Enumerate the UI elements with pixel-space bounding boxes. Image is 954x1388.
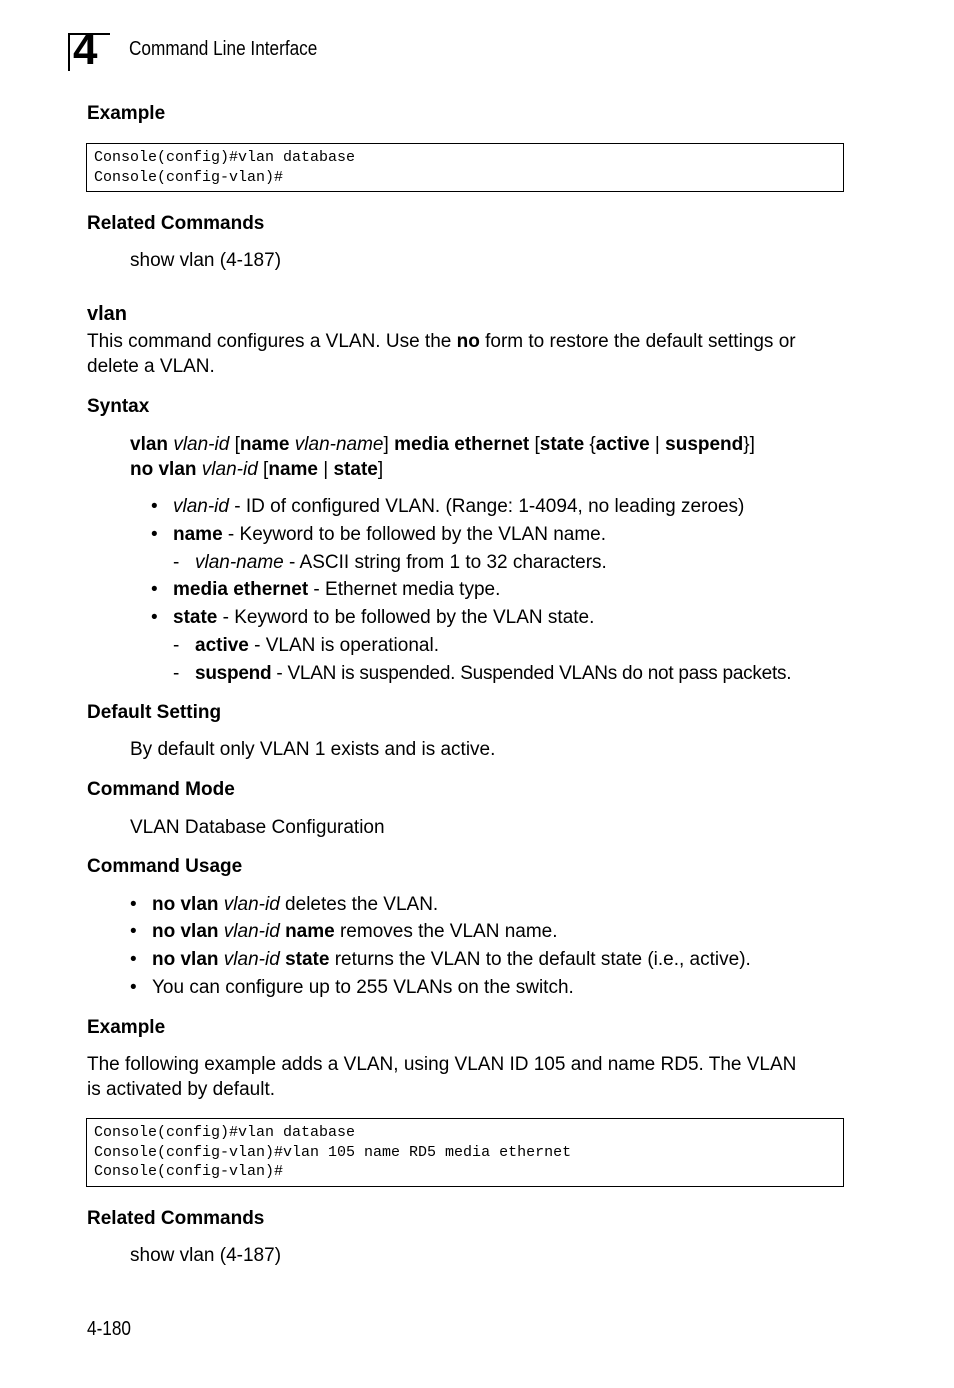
bullet-icon: • <box>151 607 158 628</box>
related-command-item: show vlan (4-187) <box>130 250 282 271</box>
dash-icon: - <box>173 663 180 684</box>
bullet-icon: • <box>130 921 137 942</box>
bullet-icon: • <box>151 496 158 517</box>
syntax-param-vlan-id: vlan-id - ID of configured VLAN. (Range: 1-4094, no leading zeroes) <box>173 496 745 517</box>
command-mode-text: VLAN Database Configuration <box>130 817 385 838</box>
syntax-line2: no vlan vlan-id [name | state] <box>130 459 384 480</box>
command-description-line1: This command configures a VLAN. Use the no form to restore the default settings or <box>87 331 796 352</box>
syntax-heading: Syntax <box>87 396 150 417</box>
command-description-line2: delete a VLAN. <box>87 356 215 377</box>
page-number: 4-180 <box>87 1318 131 1340</box>
syntax-param-name: name - Keyword to be followed by the VLAN name. <box>173 524 607 545</box>
bullet-icon: • <box>151 524 158 545</box>
bullet-icon: • <box>130 894 137 915</box>
chapter-title: Command Line Interface <box>129 38 318 60</box>
usage-item: no vlan vlan-id state returns the VLAN to the default state (i.e., active). <box>152 949 751 970</box>
example-heading: Example <box>87 1017 166 1038</box>
chapter-number-box <box>68 25 110 74</box>
syntax-param-suspend: suspend - VLAN is suspended. Suspended VLANs do not pass packets. <box>195 663 792 684</box>
example-heading: Example <box>87 103 166 124</box>
bullet-icon: • <box>130 949 137 970</box>
usage-item: You can configure up to 255 VLANs on the switch. <box>152 977 574 998</box>
syntax-line1: vlan vlan-id [name vlan-name] media ethernet [state {active | suspend}] <box>130 434 755 455</box>
syntax-param-active: active - VLAN is operational. <box>195 635 439 656</box>
usage-item: no vlan vlan-id name removes the VLAN name. <box>152 921 558 942</box>
command-mode-heading: Command Mode <box>87 779 235 800</box>
related-commands-heading: Related Commands <box>87 1208 265 1229</box>
related-commands-heading: Related Commands <box>87 213 265 234</box>
usage-item: no vlan vlan-id deletes the VLAN. <box>152 894 439 915</box>
syntax-param-media-ethernet: media ethernet - Ethernet media type. <box>173 579 501 600</box>
example-description-line2: is activated by default. <box>87 1079 275 1100</box>
command-heading: vlan <box>87 303 128 325</box>
bullet-icon: • <box>151 579 158 600</box>
dash-icon: - <box>173 552 180 573</box>
example-description-line1: The following example adds a VLAN, using VLAN ID 105 and name RD5. The VLAN <box>87 1054 797 1075</box>
bullet-icon: • <box>130 977 137 998</box>
chapter-number: 4 <box>73 25 98 74</box>
related-command-item: show vlan (4-187) <box>130 1245 282 1266</box>
code-block: Console(config)#vlan database Console(config-vlan)# <box>86 143 844 192</box>
syntax-param-vlan-name: vlan-name - ASCII string from 1 to 32 characters. <box>195 552 607 573</box>
default-setting-text: By default only VLAN 1 exists and is active. <box>130 739 496 760</box>
dash-icon: - <box>173 635 180 656</box>
default-setting-heading: Default Setting <box>87 702 222 723</box>
command-usage-heading: Command Usage <box>87 856 243 877</box>
code-block: Console(config)#vlan database Console(config-vlan)#vlan 105 name RD5 media ethernet Console(config-vlan)# <box>86 1118 844 1187</box>
syntax-param-state: state - Keyword to be followed by the VLAN state. <box>173 607 595 628</box>
